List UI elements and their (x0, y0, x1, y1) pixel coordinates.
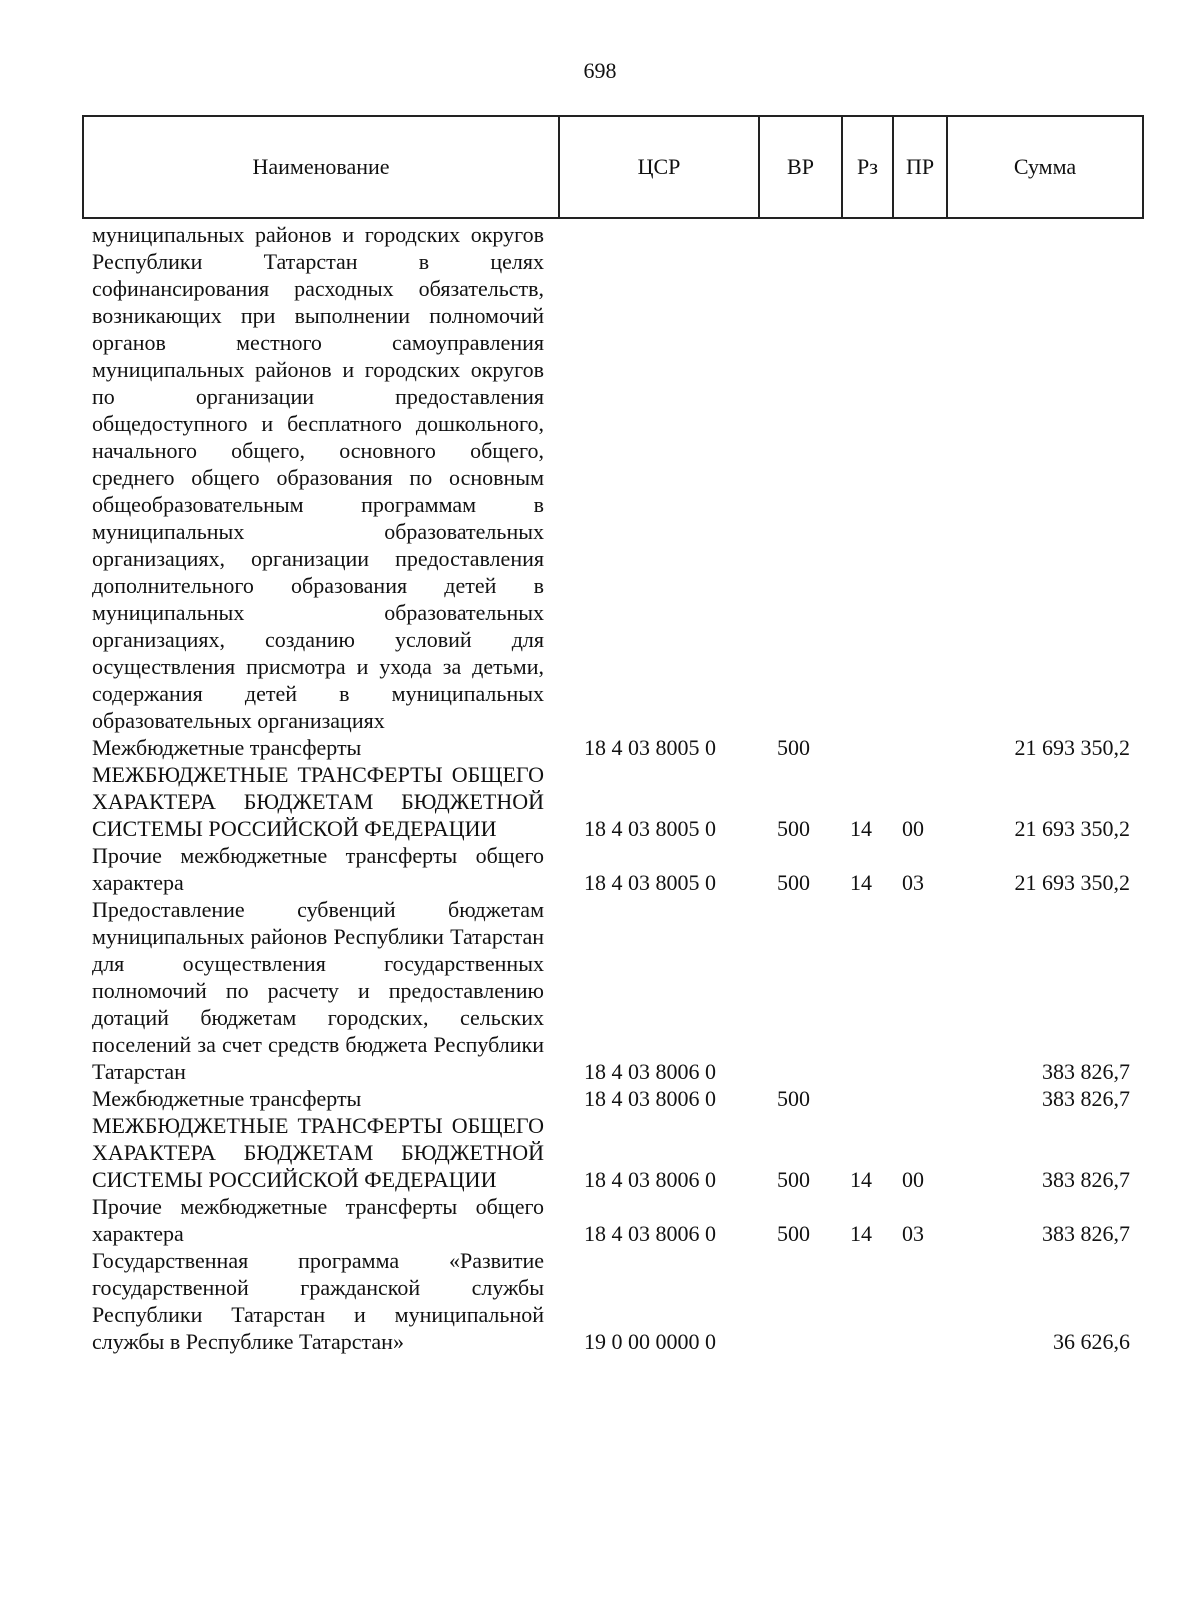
row-name: МЕЖБЮДЖЕТНЫЕ ТРАНСФЕРТЫ ОБЩЕГО ХАРАКТЕРА БЮДЖЕТАМ БЮДЖЕТНОЙ СИСТЕМЫ РОССИЙСКОЙ ФЕДЕРАЦИИ (92, 1113, 544, 1192)
header-csr: ЦСР (560, 117, 760, 217)
row-vr: 500 (777, 1167, 810, 1192)
row-vr: 500 (777, 870, 810, 895)
row-name: Предоставление субвенций бюджетам муниципальных районов Республики Татарстан для осуществления государственных полномочий по расчету и предоставлению дотаций бюджетам городских, сельских поселений за счет средств бюджета Республики Татарстан (92, 897, 544, 1084)
row-sum: 383 826,7 (1042, 1221, 1130, 1246)
table-row (0, 221, 1200, 734)
row-pr: 03 (902, 870, 924, 895)
row-name: Прочие межбюджетные трансферты общего характера (92, 843, 544, 895)
row-name: Межбюджетные трансферты (92, 735, 362, 760)
row-sum: 21 693 350,2 (1014, 735, 1130, 760)
row-rz: 14 (850, 1221, 872, 1246)
row-sum: 383 826,7 (1042, 1167, 1130, 1192)
row-csr: 18 4 03 8006 0 (584, 1167, 716, 1192)
row-vr: 500 (777, 816, 810, 841)
row-csr: 19 0 00 0000 0 (584, 1329, 716, 1354)
header-sum: Сумма (1013, 154, 1077, 179)
row-name: МЕЖБЮДЖЕТНЫЕ ТРАНСФЕРТЫ ОБЩЕГО ХАРАКТЕРА БЮДЖЕТАМ БЮДЖЕТНОЙ СИСТЕМЫ РОССИЙСКОЙ ФЕДЕРАЦИИ (92, 762, 544, 841)
page-number: 698 (583, 58, 617, 83)
table-row (0, 1193, 1200, 1247)
row-sum: 21 693 350,2 (1014, 870, 1130, 895)
row-rz: 14 (850, 870, 872, 895)
table-row (0, 842, 1200, 896)
row-vr: 500 (777, 1086, 810, 1111)
row-csr: 18 4 03 8005 0 (584, 870, 716, 895)
row-sum: 383 826,7 (1042, 1086, 1130, 1111)
table-row (0, 761, 1200, 842)
header-name: Наименование (84, 117, 560, 217)
table-row (0, 1112, 1200, 1193)
table-row (0, 734, 1200, 761)
table-row (0, 1085, 1200, 1112)
header-rz: Рз (843, 117, 894, 217)
table-header (82, 115, 1144, 219)
header-pr: ПР (894, 117, 948, 217)
row-rz: 14 (850, 1167, 872, 1192)
row-name: Межбюджетные трансферты (92, 1086, 362, 1111)
row-rz: 14 (850, 816, 872, 841)
row-pr: 03 (902, 1221, 924, 1246)
table-row (0, 896, 1200, 1085)
row-pr: 00 (902, 1167, 924, 1192)
row-sum: 36 626,6 (1053, 1329, 1130, 1354)
table-row (0, 1247, 1200, 1355)
row-vr: 500 (777, 1221, 810, 1246)
row-pr: 00 (902, 816, 924, 841)
row-csr: 18 4 03 8006 0 (584, 1059, 716, 1084)
row-name: Прочие межбюджетные трансферты общего характера (92, 1194, 544, 1246)
row-sum: 383 826,7 (1042, 1059, 1130, 1084)
table-body (0, 221, 1200, 1355)
row-name: Государственная программа «Развитие государственной гражданской службы Республики Татарстан и муниципальной службы в Республике Татарстан» (92, 1248, 544, 1354)
row-name: муниципальных районов и городских округов Республики Татарстан в целях софинансирования расходных обязательств, возникающих при выполнении полномочий органов местного самоуправления муниципальных районов и городских округов по организации предоставления общедоступного и бесплатного дошкольного, начального общего, основного общего, среднего общего образования по основным общеобразовательным программам в муниципальных образовательных организациях, организации предоставления дополнительного образования детей в муниципальных образовательных организациях, созданию условий для осуществления присмотра и ухода за детьми, содержания детей в муниципальных образовательных организациях (92, 222, 544, 733)
row-csr: 18 4 03 8005 0 (584, 735, 716, 760)
row-vr: 500 (777, 735, 810, 760)
row-csr: 18 4 03 8006 0 (584, 1221, 716, 1246)
row-sum: 21 693 350,2 (1014, 816, 1130, 841)
row-csr: 18 4 03 8006 0 (584, 1086, 716, 1111)
header-vr: ВР (760, 117, 843, 217)
row-csr: 18 4 03 8005 0 (584, 816, 716, 841)
